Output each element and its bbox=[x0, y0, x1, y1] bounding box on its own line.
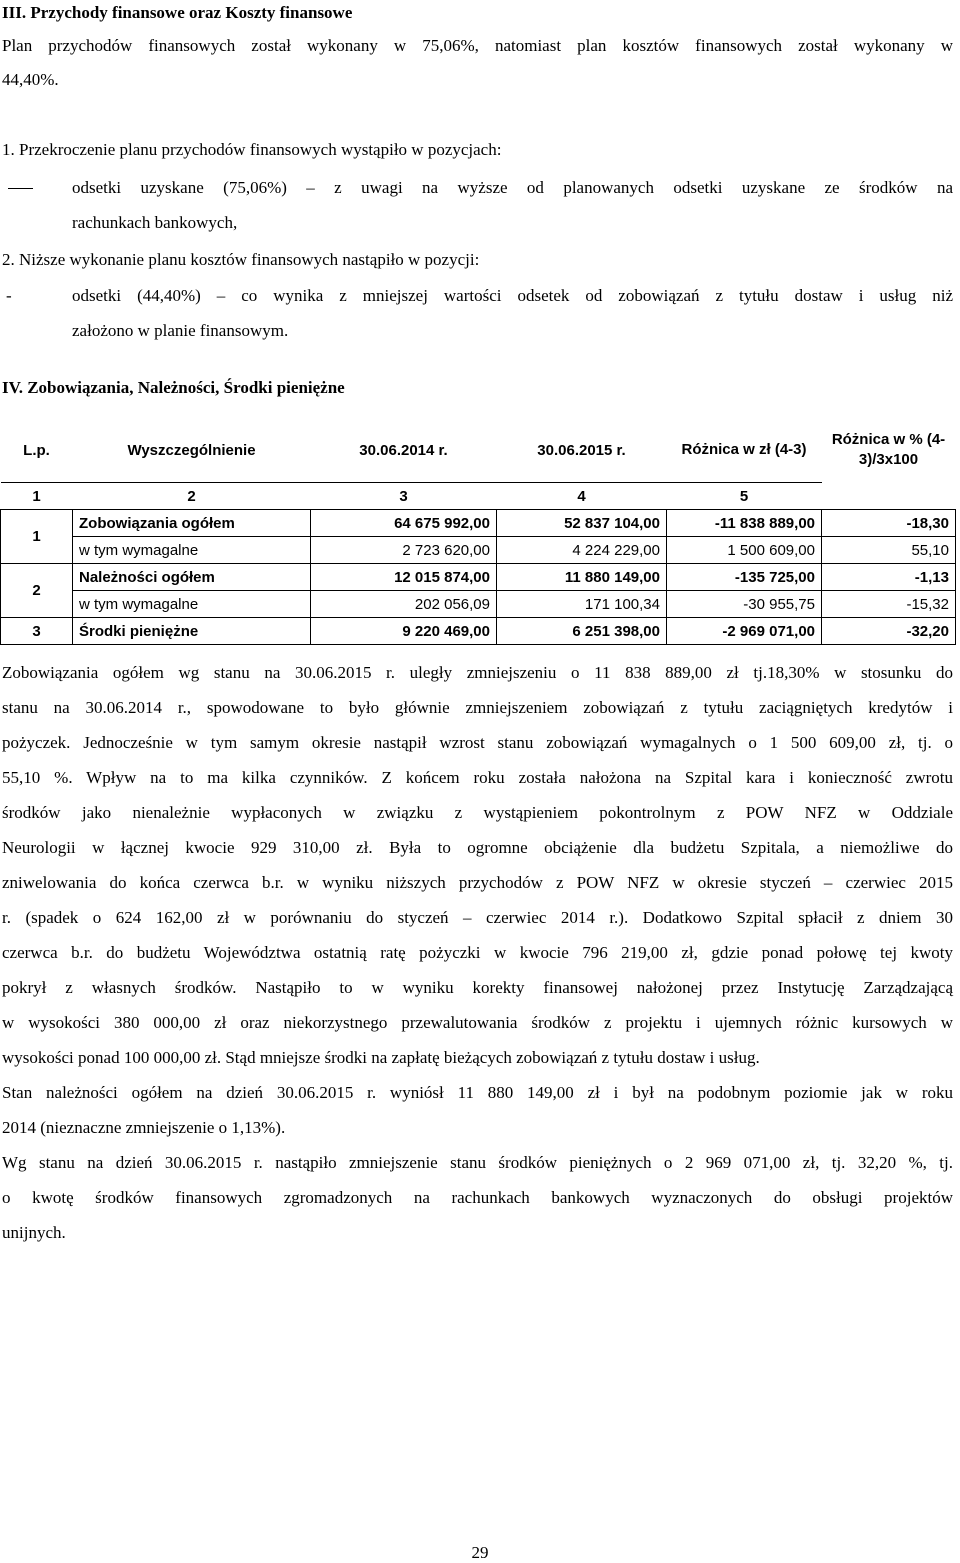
column-number: 3 bbox=[311, 483, 497, 510]
liabilities-table bbox=[0, 418, 956, 645]
paragraph-line: pożyczek. Jednocześnie w tym samym okresie nastąpił wzrost stanu zobowiązań wymagalnych o 1 500 609,00 zł, tj. o bbox=[2, 733, 953, 752]
paragraph-line: środków jako nienależnie wypłaconych w związku z wystąpieniem pokontrolnym z POW NFZ w Oddziale bbox=[2, 803, 953, 822]
row-diff: 1 500 609,00 bbox=[667, 537, 822, 564]
paragraph-line: 2014 (nieznaczne zmniejszenie o 1,13%). bbox=[2, 1118, 286, 1137]
row-lp: 1 bbox=[1, 510, 73, 564]
table-column-number-row bbox=[1, 483, 956, 510]
row-value-2014: 64 675 992,00 bbox=[311, 510, 497, 537]
list-item-2-bullet-line-2: założono w planie finansowym. bbox=[72, 321, 289, 340]
row-diff: -30 955,75 bbox=[667, 591, 822, 618]
paragraph-line: w wysokości 380 000,00 zł oraz niekorzystnego przewalutowania środków z projektu i ujemnych różnic kursowych w bbox=[2, 1013, 953, 1032]
row-label: Zobowiązania ogółem bbox=[73, 510, 311, 537]
row-value-2014: 12 015 874,00 bbox=[311, 564, 497, 591]
row-value-2014: 2 723 620,00 bbox=[311, 537, 497, 564]
table-row bbox=[1, 564, 956, 591]
row-value-2014: 202 056,09 bbox=[311, 591, 497, 618]
row-diff: -2 969 071,00 bbox=[667, 618, 822, 645]
dash-bullet-2: - bbox=[6, 286, 12, 305]
row-pct: -18,30 bbox=[822, 510, 956, 537]
row-pct: -1,13 bbox=[822, 564, 956, 591]
column-number: 5 bbox=[667, 483, 822, 510]
section-heading-iv: IV. Zobowiązania, Należności, Środki pieniężne bbox=[2, 378, 345, 397]
row-pct: -15,32 bbox=[822, 591, 956, 618]
page-number: 29 bbox=[471, 1543, 489, 1562]
row-pct: 55,10 bbox=[822, 537, 956, 564]
paragraph-line: czerwca b.r. do budżetu Województwa ostatnią ratę pożyczki w kwocie 796 219,00 zł, gdzie ponad połowę tej kwoty bbox=[2, 943, 953, 962]
list-item-2-bullet-line-1: odsetki (44,40%) – co wynika z mniejszej wartości odsetek od zobowiązań z tytułu dostaw i usług niż bbox=[72, 286, 953, 305]
list-item-1-bullet-line-2: rachunkach bankowych, bbox=[72, 213, 238, 232]
column-number: 2 bbox=[73, 483, 311, 510]
table-header-row bbox=[1, 418, 956, 483]
row-lp: 2 bbox=[1, 564, 73, 618]
row-value-2014: 9 220 469,00 bbox=[311, 618, 497, 645]
header-diff-pct: Różnica w % (4-3)/3x100 bbox=[831, 431, 946, 469]
list-item-1-bullet-line-1: odsetki uzyskane (75,06%) – z uwagi na wyższe od planowanych odsetki uzyskane ze środków na bbox=[72, 178, 953, 197]
row-lp: 3 bbox=[1, 618, 73, 645]
paragraph-line: Zobowiązania ogółem wg stanu na 30.06.2015 r. uległy zmniejszeniu o 11 838 889,00 zł tj.18,30% w stosunku do bbox=[2, 663, 953, 682]
paragraph-line: stanu na 30.06.2014 r., spowodowane to było głównie zmniejszeniem zobowiązań z tytułu zaciągniętych kredytów i bbox=[2, 698, 953, 717]
row-value-2015: 171 100,34 bbox=[497, 591, 667, 618]
intro-line-1: Plan przychodów finansowych został wykonany w 75,06%, natomiast plan kosztów finansowych został wykonany w bbox=[2, 36, 953, 55]
intro-line-2: 44,40%. bbox=[2, 70, 59, 89]
column-number: 4 bbox=[497, 483, 667, 510]
header-lp: L.p. bbox=[23, 441, 50, 459]
row-label: Środki pieniężne bbox=[73, 618, 311, 645]
row-label: Należności ogółem bbox=[73, 564, 311, 591]
row-diff: -11 838 889,00 bbox=[667, 510, 822, 537]
row-value-2015: 11 880 149,00 bbox=[497, 564, 667, 591]
section-heading-iii: III. Przychody finansowe oraz Koszty finansowe bbox=[2, 3, 353, 22]
header-description: Wyszczególnienie bbox=[127, 441, 256, 459]
header-diff-pln: Różnica w zł (4-3) bbox=[681, 441, 807, 458]
paragraph-line: Stan należności ogółem na dzień 30.06.2015 r. wyniósł 11 880 149,00 zł i był na podobnym poziomie jak w roku bbox=[2, 1083, 953, 1102]
paragraph-line: 55,10 %. Wpływ na to ma kilka czynników. Z końcem roku została nałożona na Szpital kara i konieczność zwrotu bbox=[2, 768, 953, 787]
row-pct: -32,20 bbox=[822, 618, 956, 645]
column-number: 1 bbox=[1, 483, 73, 510]
paragraph-line: r. (spadek o 624 162,00 zł w porównaniu do styczeń – czerwiec 2014 r.). Dodatkowo Szpital spłacił z dniem 30 bbox=[2, 908, 953, 927]
row-value-2015: 4 224 229,00 bbox=[497, 537, 667, 564]
paragraph-line: o kwotę środków finansowych zgromadzonych na rachunkach bankowych wyznaczonych do obsługi projektów bbox=[2, 1188, 953, 1207]
paragraph-line: zniwelowania do końca czerwca b.r. w wyniku niższych przychodów z POW NFZ w okresie styczeń – czerwiec 2015 bbox=[2, 873, 953, 892]
list-item-2: 2. Niższe wykonanie planu kosztów finansowych nastąpiło w pozycji: bbox=[2, 250, 480, 269]
paragraph-line: unijnych. bbox=[2, 1223, 66, 1242]
row-label: w tym wymagalne bbox=[73, 537, 311, 564]
paragraph-line: Neurologii w łącznej kwocie 929 310,00 zł. Była to ogromne obciążenie dla budżetu Szpitala, a niemożliwe do bbox=[2, 838, 953, 857]
row-value-2015: 6 251 398,00 bbox=[497, 618, 667, 645]
table-row bbox=[1, 510, 956, 537]
paragraph-line: pokrył z własnych środków. Nastąpiło to w wyniku korekty finansowej nałożonej przez Instytucję Zarządzającą bbox=[2, 978, 953, 997]
header-2015: 30.06.2015 r. bbox=[537, 441, 626, 459]
header-2014: 30.06.2014 r. bbox=[359, 441, 448, 459]
row-diff: -135 725,00 bbox=[667, 564, 822, 591]
dash-bullet-1 bbox=[8, 188, 33, 189]
row-label: w tym wymagalne bbox=[73, 591, 311, 618]
table-row bbox=[1, 618, 956, 645]
table-row bbox=[1, 537, 956, 564]
row-value-2015: 52 837 104,00 bbox=[497, 510, 667, 537]
paragraph-line: wysokości ponad 100 000,00 zł. Stąd mniejsze środki na zapłatę bieżących zobowiązań z tytułu dostaw i usług. bbox=[2, 1048, 760, 1067]
table-row bbox=[1, 591, 956, 618]
paragraph-line: Wg stanu na dzień 30.06.2015 r. nastąpiło zmniejszenie stanu środków pieniężnych o 2 969 071,00 zł, tj. 32,20 %, tj. bbox=[2, 1153, 953, 1172]
list-item-1: 1. Przekroczenie planu przychodów finansowych wystąpiło w pozycjach: bbox=[2, 140, 502, 159]
